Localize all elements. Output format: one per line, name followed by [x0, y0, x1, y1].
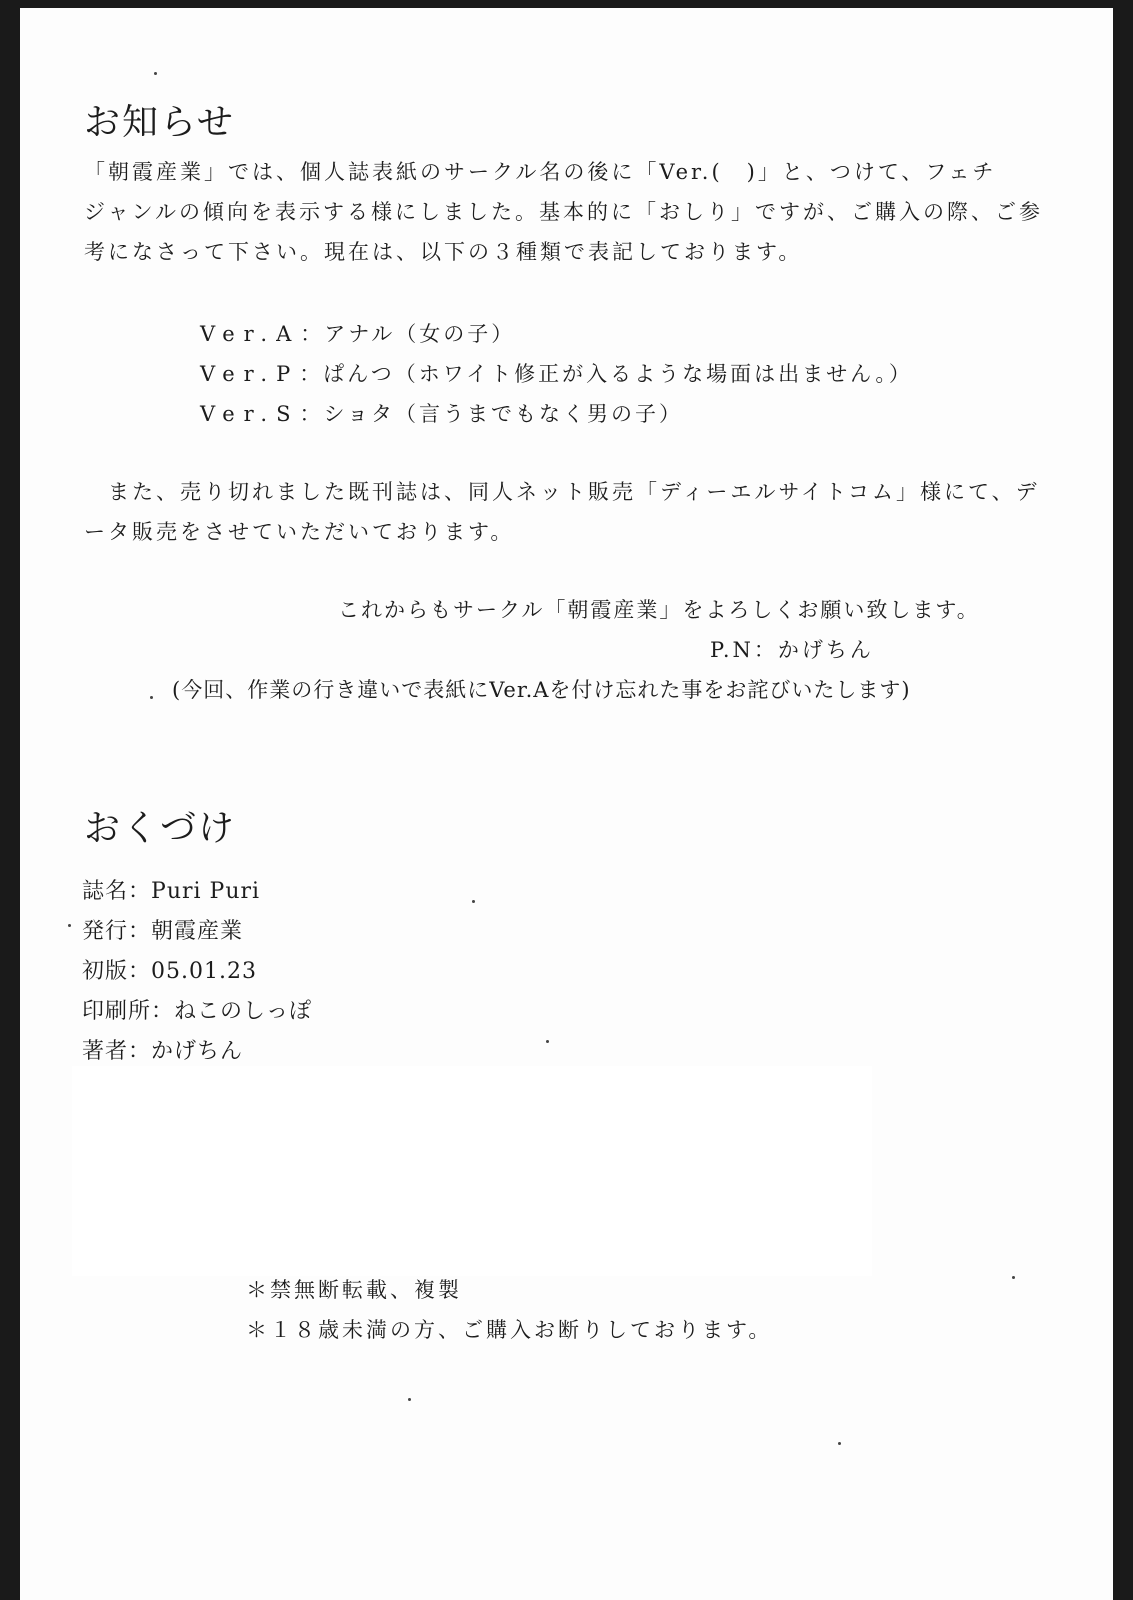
- apology-note: (今回、作業の行き違いで表紙にVer.Aを付け忘れた事をお詫びいたします): [172, 678, 911, 702]
- version-description: ぱんつ（ホワイト修正が入るような場面は出ません。）: [323, 362, 913, 386]
- colophon-value: かげちん: [151, 1039, 244, 1064]
- colophon-separator: ：: [128, 959, 152, 984]
- copyright-notice: ＊禁無断転載、複製: [246, 1278, 462, 1302]
- colophon-row-publisher: [82, 914, 243, 945]
- version-code: Ver.S: [200, 402, 300, 426]
- notice-paragraph-2-line: ータ販売をさせていただいております。: [84, 520, 515, 544]
- colophon-row-author: [82, 1034, 243, 1065]
- scan-speck: [150, 696, 153, 699]
- scan-speck: [546, 1040, 549, 1043]
- scan-speck: [408, 1398, 411, 1401]
- colophon-row-first-edition: [82, 954, 257, 985]
- closing-line: これからもサークル「朝霞産業」をよろしくお願い致します。: [338, 598, 980, 622]
- scan-speck: [472, 900, 475, 903]
- version-item-p: [200, 358, 913, 388]
- scan-speck: [1012, 1276, 1015, 1279]
- colophon-heading: おくづけ: [84, 808, 237, 849]
- signature: P.N：かげちん: [710, 638, 874, 662]
- version-code: Ver.A: [200, 322, 301, 346]
- colophon-separator: ：: [128, 1039, 152, 1064]
- colophon-label: 発行: [82, 919, 129, 944]
- scan-border: [1113, 0, 1133, 1600]
- scan-speck: [154, 72, 157, 75]
- version-separator: ：: [299, 402, 324, 426]
- notice-paragraph-1-line: 「朝霞産業」では、個人誌表紙のサークル名の後に「Ver.( )」と、つけて、フェチ: [84, 160, 997, 184]
- colophon-value: Puri Puri: [151, 879, 261, 904]
- notice-paragraph-2-line: また、売り切れました既刊誌は、同人ネット販売「ディーエルサイトコム」様にて、デ: [84, 480, 1040, 504]
- colophon-value: 05.01.23: [151, 959, 257, 984]
- scan-speck: [838, 1442, 841, 1445]
- version-code: Ver.P: [200, 362, 300, 386]
- version-description: ショタ（言うまでもなく男の子）: [323, 402, 684, 426]
- document-page: [20, 8, 1113, 1600]
- colophon-separator: ：: [151, 999, 175, 1024]
- colophon-label: 印刷所: [82, 999, 152, 1024]
- colophon-row-printer: [82, 994, 312, 1025]
- colophon-label: 誌名: [82, 879, 129, 904]
- colophon-value: 朝霞産業: [151, 919, 244, 944]
- version-separator: ：: [299, 362, 324, 386]
- scan-speck: [68, 924, 71, 927]
- colophon-label: 著者: [82, 1039, 129, 1064]
- colophon-row-title: [82, 874, 260, 905]
- colophon-separator: ：: [128, 919, 152, 944]
- version-description: アナル（女の子）: [324, 322, 516, 346]
- version-item-a: [200, 318, 515, 348]
- colophon-value: ねこのしっぽ: [174, 999, 313, 1024]
- version-separator: ：: [300, 322, 325, 346]
- version-item-s: [200, 398, 683, 428]
- blank-area: [72, 1066, 872, 1276]
- colophon-separator: ：: [128, 879, 152, 904]
- notice-paragraph-1-line: ジャンルの傾向を表示する様にしました。基本的に「おしり」ですが、ご購入の際、ご参: [84, 200, 1044, 224]
- age-restriction-notice: ＊１８歳未満の方、ご購入お断りしております。: [246, 1318, 773, 1342]
- notice-heading: お知らせ: [84, 102, 235, 143]
- notice-paragraph-1-line: 考になさって下さい。現在は、以下の３種類で表記しております。: [84, 240, 803, 264]
- colophon-label: 初版: [82, 959, 129, 984]
